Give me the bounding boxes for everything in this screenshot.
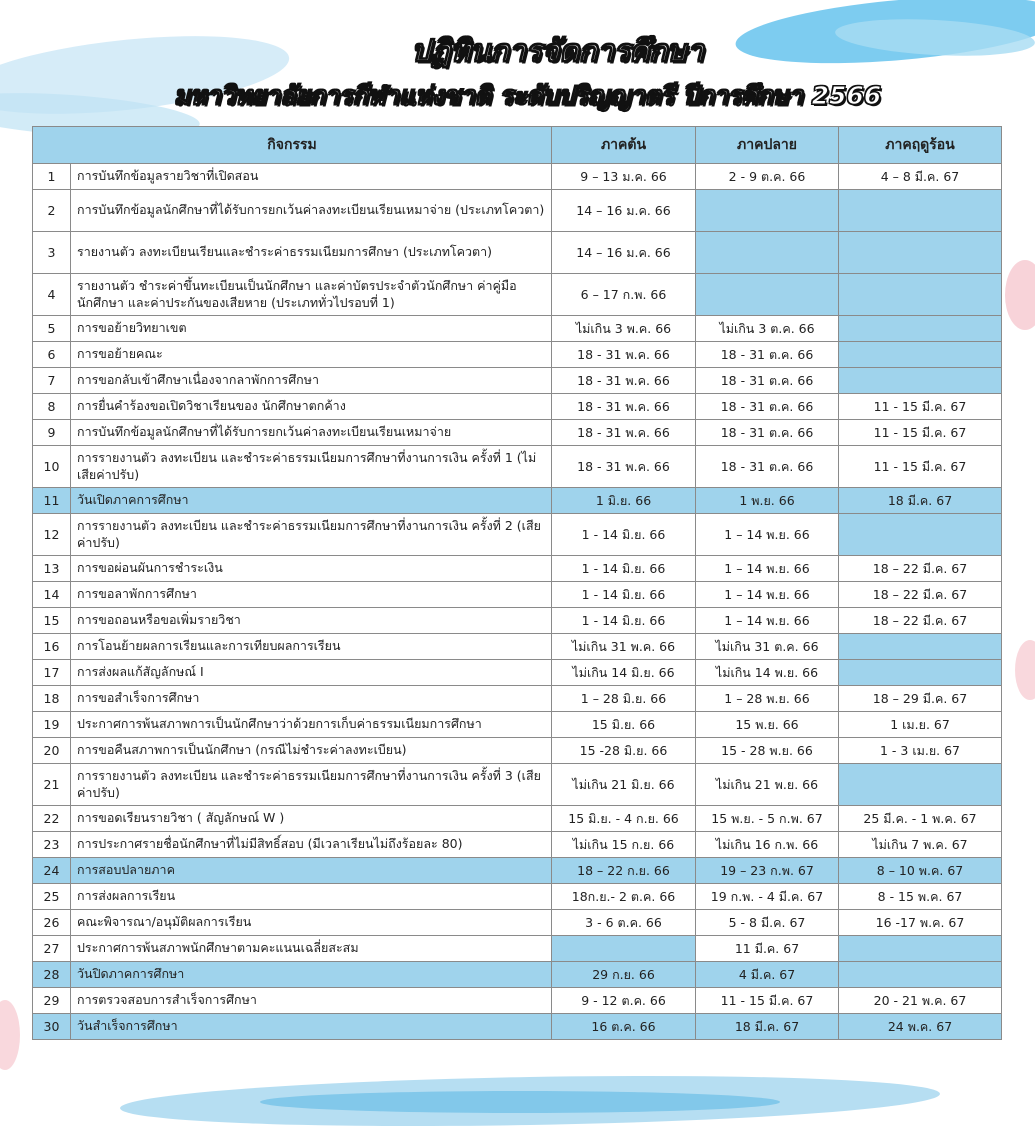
activity-cell: การสอบปลายภาค <box>71 858 552 884</box>
second-semester-date-cell <box>696 190 839 232</box>
table-row <box>33 608 1002 634</box>
table-row <box>33 910 1002 936</box>
table-row <box>33 832 1002 858</box>
table-row <box>33 164 1002 190</box>
row-number-cell: 14 <box>33 582 71 608</box>
table-row <box>33 764 1002 806</box>
row-number-cell: 24 <box>33 858 71 884</box>
table-row <box>33 342 1002 368</box>
first-semester-date-cell: 1 - 14 มิ.ย. 66 <box>552 556 696 582</box>
page-subtitle: มหาวิทยาลัยการกีฬาแห่งชาติ ระดับปริญญาตรี ปีการศึกษา 2566 <box>173 81 882 110</box>
column-header-second-semester: ภาคปลาย <box>696 127 839 164</box>
activity-cell: การขอผ่อนผันการชำระเงิน <box>71 556 552 582</box>
row-number-cell: 19 <box>33 712 71 738</box>
table-row <box>33 446 1002 488</box>
table-row <box>33 962 1002 988</box>
second-semester-date-cell: 2 - 9 ต.ค. 66 <box>696 164 839 190</box>
second-semester-date-cell: ไม่เกิน 31 ต.ค. 66 <box>696 634 839 660</box>
second-semester-date-cell: 1 – 14 พ.ย. 66 <box>696 556 839 582</box>
row-number-cell: 23 <box>33 832 71 858</box>
row-number-cell: 25 <box>33 884 71 910</box>
activity-cell: รายงานตัว ชำระค่าขึ้นทะเบียนเป็นนักศึกษา และค่าบัตรประจำตัวนักศึกษา ค่าคู่มือนักศึกษา และค่าประกันของเสียหาย (ประเภททั่วไปรอบที่ 1) <box>71 274 552 316</box>
activity-cell: การตรวจสอบการสำเร็จการศึกษา <box>71 988 552 1014</box>
first-semester-date-cell: 14 – 16 ม.ค. 66 <box>552 232 696 274</box>
activity-cell: การขอย้ายวิทยาเขต <box>71 316 552 342</box>
activity-cell: รายงานตัว ลงทะเบียนเรียนและชำระค่าธรรมเนียมการศึกษา (ประเภทโควตา) <box>71 232 552 274</box>
summer-semester-date-cell: 18 – 29 มี.ค. 67 <box>839 686 1002 712</box>
first-semester-date-cell: 15 มิ.ย. - 4 ก.ย. 66 <box>552 806 696 832</box>
summer-semester-date-cell <box>839 764 1002 806</box>
brush-stroke-decoration <box>1015 640 1035 700</box>
row-number-cell: 15 <box>33 608 71 634</box>
row-number-cell: 22 <box>33 806 71 832</box>
column-header-summer-semester: ภาคฤดูร้อน <box>839 127 1002 164</box>
first-semester-date-cell: 18 - 31 พ.ค. 66 <box>552 342 696 368</box>
row-number-cell: 9 <box>33 420 71 446</box>
second-semester-date-cell: 5 - 8 มี.ค. 67 <box>696 910 839 936</box>
second-semester-date-cell: 15 พ.ย. - 5 ก.พ. 67 <box>696 806 839 832</box>
first-semester-date-cell: 18 – 22 ก.ย. 66 <box>552 858 696 884</box>
summer-semester-date-cell <box>839 316 1002 342</box>
column-header-first-semester: ภาคต้น <box>552 127 696 164</box>
summer-semester-date-cell: 24 พ.ค. 67 <box>839 1014 1002 1040</box>
first-semester-date-cell <box>552 936 696 962</box>
row-number-cell: 7 <box>33 368 71 394</box>
column-header-activity: กิจกรรม <box>33 127 552 164</box>
row-number-cell: 30 <box>33 1014 71 1040</box>
second-semester-date-cell: 18 - 31 ต.ค. 66 <box>696 394 839 420</box>
first-semester-date-cell: 18 - 31 พ.ค. 66 <box>552 368 696 394</box>
row-number-cell: 13 <box>33 556 71 582</box>
table-row <box>33 582 1002 608</box>
first-semester-date-cell: 29 ก.ย. 66 <box>552 962 696 988</box>
activity-cell: การรายงานตัว ลงทะเบียน และชำระค่าธรรมเนียมการศึกษาที่งานการเงิน ครั้งที่ 3 (เสียค่าปรับ) <box>71 764 552 806</box>
activity-cell: การบันทึกข้อมูลนักศึกษาที่ได้รับการยกเว้นค่าลงทะเบียนเรียนเหมาจ่าย (ประเภทโควตา) <box>71 190 552 232</box>
row-number-cell: 29 <box>33 988 71 1014</box>
row-number-cell: 17 <box>33 660 71 686</box>
summer-semester-date-cell <box>839 232 1002 274</box>
row-number-cell: 1 <box>33 164 71 190</box>
table-row <box>33 488 1002 514</box>
table-header-row <box>33 127 1002 164</box>
summer-semester-date-cell <box>839 936 1002 962</box>
table-row <box>33 316 1002 342</box>
first-semester-date-cell: 18 - 31 พ.ค. 66 <box>552 394 696 420</box>
table-row <box>33 988 1002 1014</box>
activity-cell: วันปิดภาคการศึกษา <box>71 962 552 988</box>
page-title: ปฏิทินการจัดการศึกษา <box>411 34 704 69</box>
summer-semester-date-cell: 18 – 22 มี.ค. 67 <box>839 582 1002 608</box>
activity-cell: การบันทึกข้อมูลนักศึกษาที่ได้รับการยกเว้นค่าลงทะเบียนเรียนเหมาจ่าย <box>71 420 552 446</box>
summer-semester-date-cell: 18 – 22 มี.ค. 67 <box>839 556 1002 582</box>
first-semester-date-cell: 1 – 28 มิ.ย. 66 <box>552 686 696 712</box>
brush-stroke-decoration <box>0 1000 20 1070</box>
table-row <box>33 232 1002 274</box>
brush-stroke-decoration <box>260 1091 780 1113</box>
first-semester-date-cell: 1 - 14 มิ.ย. 66 <box>552 582 696 608</box>
first-semester-date-cell: 15 มิ.ย. 66 <box>552 712 696 738</box>
activity-cell: การส่งผลแก้สัญลักษณ์ I <box>71 660 552 686</box>
first-semester-date-cell: 1 - 14 มิ.ย. 66 <box>552 514 696 556</box>
summer-semester-date-cell <box>839 514 1002 556</box>
table-row <box>33 514 1002 556</box>
table-row <box>33 806 1002 832</box>
first-semester-date-cell: ไม่เกิน 3 พ.ค. 66 <box>552 316 696 342</box>
row-number-cell: 10 <box>33 446 71 488</box>
summer-semester-date-cell <box>839 274 1002 316</box>
table-row <box>33 1014 1002 1040</box>
row-number-cell: 16 <box>33 634 71 660</box>
activity-cell: การขอกลับเข้าศึกษาเนื่องจากลาพักการศึกษา <box>71 368 552 394</box>
first-semester-date-cell: 6 – 17 ก.พ. 66 <box>552 274 696 316</box>
second-semester-date-cell: 1 – 14 พ.ย. 66 <box>696 608 839 634</box>
row-number-cell: 27 <box>33 936 71 962</box>
table-row <box>33 420 1002 446</box>
second-semester-date-cell: 1 พ.ย. 66 <box>696 488 839 514</box>
summer-semester-date-cell: 8 - 15 พ.ค. 67 <box>839 884 1002 910</box>
activity-cell: การขอสำเร็จการศึกษา <box>71 686 552 712</box>
summer-semester-date-cell: 25 มี.ค. - 1 พ.ค. 67 <box>839 806 1002 832</box>
table-row <box>33 190 1002 232</box>
row-number-cell: 28 <box>33 962 71 988</box>
second-semester-date-cell: 18 - 31 ต.ค. 66 <box>696 420 839 446</box>
second-semester-date-cell: 18 - 31 ต.ค. 66 <box>696 342 839 368</box>
summer-semester-date-cell: 4 – 8 มี.ค. 67 <box>839 164 1002 190</box>
second-semester-date-cell <box>696 232 839 274</box>
activity-cell: คณะพิจารณา/อนุมัติผลการเรียน <box>71 910 552 936</box>
second-semester-date-cell: ไม่เกิน 14 พ.ย. 66 <box>696 660 839 686</box>
activity-cell: การบันทึกข้อมูลรายวิชาที่เปิดสอน <box>71 164 552 190</box>
activity-cell: การขอย้ายคณะ <box>71 342 552 368</box>
academic-calendar-table <box>32 126 1002 1040</box>
table-row <box>33 394 1002 420</box>
first-semester-date-cell: 18ก.ย.- 2 ต.ค. 66 <box>552 884 696 910</box>
calendar-rows <box>33 164 1002 1040</box>
brush-stroke-decoration <box>1005 260 1035 330</box>
second-semester-date-cell: 18 - 31 ต.ค. 66 <box>696 368 839 394</box>
second-semester-date-cell: ไม่เกิน 16 ก.พ. 66 <box>696 832 839 858</box>
row-number-cell: 3 <box>33 232 71 274</box>
first-semester-date-cell: 1 - 14 มิ.ย. 66 <box>552 608 696 634</box>
table-row <box>33 858 1002 884</box>
first-semester-date-cell: ไม่เกิน 21 มิ.ย. 66 <box>552 764 696 806</box>
first-semester-date-cell: ไม่เกิน 15 ก.ย. 66 <box>552 832 696 858</box>
summer-semester-date-cell: 8 – 10 พ.ค. 67 <box>839 858 1002 884</box>
row-number-cell: 2 <box>33 190 71 232</box>
first-semester-date-cell: 3 - 6 ต.ค. 66 <box>552 910 696 936</box>
activity-cell: การส่งผลการเรียน <box>71 884 552 910</box>
table-row <box>33 936 1002 962</box>
second-semester-date-cell: ไม่เกิน 3 ต.ค. 66 <box>696 316 839 342</box>
row-number-cell: 11 <box>33 488 71 514</box>
second-semester-date-cell: 1 – 14 พ.ย. 66 <box>696 514 839 556</box>
second-semester-date-cell <box>696 274 839 316</box>
second-semester-date-cell: 18 - 31 ต.ค. 66 <box>696 446 839 488</box>
row-number-cell: 4 <box>33 274 71 316</box>
activity-cell: การประกาศรายชื่อนักศึกษาที่ไม่มีสิทธิ์สอบ (มีเวลาเรียนไม่ถึงร้อยละ 80) <box>71 832 552 858</box>
table-row <box>33 738 1002 764</box>
row-number-cell: 20 <box>33 738 71 764</box>
activity-cell: ประกาศการพ้นสภาพนักศึกษาตามคะแนนเฉลี่ยสะสม <box>71 936 552 962</box>
activity-cell: การขอคืนสภาพการเป็นนักศึกษา (กรณีไม่ชำระค่าลงทะเบียน) <box>71 738 552 764</box>
second-semester-date-cell: 15 พ.ย. 66 <box>696 712 839 738</box>
activity-cell: การรายงานตัว ลงทะเบียน และชำระค่าธรรมเนียมการศึกษาที่งานการเงิน ครั้งที่ 2 (เสียค่าปรับ) <box>71 514 552 556</box>
summer-semester-date-cell <box>839 634 1002 660</box>
summer-semester-date-cell <box>839 190 1002 232</box>
second-semester-date-cell: 11 - 15 มี.ค. 67 <box>696 988 839 1014</box>
second-semester-date-cell: ไม่เกิน 21 พ.ย. 66 <box>696 764 839 806</box>
table-row <box>33 884 1002 910</box>
activity-cell: การขอดเรียนรายวิชา ( สัญลักษณ์ W ) <box>71 806 552 832</box>
summer-semester-date-cell: 20 - 21 พ.ค. 67 <box>839 988 1002 1014</box>
second-semester-date-cell: 19 – 23 ก.พ. 67 <box>696 858 839 884</box>
activity-cell: การรายงานตัว ลงทะเบียน และชำระค่าธรรมเนียมการศึกษาที่งานการเงิน ครั้งที่ 1 (ไม่เสียค่าปรับ) <box>71 446 552 488</box>
summer-semester-date-cell: 11 - 15 มี.ค. 67 <box>839 394 1002 420</box>
row-number-cell: 26 <box>33 910 71 936</box>
first-semester-date-cell: 1 มิ.ย. 66 <box>552 488 696 514</box>
row-number-cell: 18 <box>33 686 71 712</box>
activity-cell: การยื่นคำร้องขอเปิดวิชาเรียนของ นักศึกษาตกค้าง <box>71 394 552 420</box>
row-number-cell: 12 <box>33 514 71 556</box>
first-semester-date-cell: ไม่เกิน 31 พ.ค. 66 <box>552 634 696 660</box>
summer-semester-date-cell: 11 - 15 มี.ค. 67 <box>839 420 1002 446</box>
summer-semester-date-cell: 18 มี.ค. 67 <box>839 488 1002 514</box>
second-semester-date-cell: 11 มี.ค. 67 <box>696 936 839 962</box>
second-semester-date-cell: 4 มี.ค. 67 <box>696 962 839 988</box>
table-row <box>33 634 1002 660</box>
table-row <box>33 274 1002 316</box>
activity-cell: การโอนย้ายผลการเรียนและการเทียบผลการเรียน <box>71 634 552 660</box>
summer-semester-date-cell: 16 -17 พ.ค. 67 <box>839 910 1002 936</box>
second-semester-date-cell: 19 ก.พ. - 4 มี.ค. 67 <box>696 884 839 910</box>
row-number-cell: 8 <box>33 394 71 420</box>
first-semester-date-cell: 18 - 31 พ.ค. 66 <box>552 420 696 446</box>
first-semester-date-cell: 18 - 31 พ.ค. 66 <box>552 446 696 488</box>
table-row <box>33 712 1002 738</box>
row-number-cell: 5 <box>33 316 71 342</box>
second-semester-date-cell: 18 มี.ค. 67 <box>696 1014 839 1040</box>
summer-semester-date-cell: ไม่เกิน 7 พ.ค. 67 <box>839 832 1002 858</box>
second-semester-date-cell: 15 - 28 พ.ย. 66 <box>696 738 839 764</box>
first-semester-date-cell: 15 -28 มิ.ย. 66 <box>552 738 696 764</box>
summer-semester-date-cell: 11 - 15 มี.ค. 67 <box>839 446 1002 488</box>
summer-semester-date-cell <box>839 962 1002 988</box>
second-semester-date-cell: 1 – 14 พ.ย. 66 <box>696 582 839 608</box>
row-number-cell: 21 <box>33 764 71 806</box>
summer-semester-date-cell: 18 – 22 มี.ค. 67 <box>839 608 1002 634</box>
table-row <box>33 556 1002 582</box>
second-semester-date-cell: 1 – 28 พ.ย. 66 <box>696 686 839 712</box>
summer-semester-date-cell <box>839 342 1002 368</box>
first-semester-date-cell: 9 - 12 ต.ค. 66 <box>552 988 696 1014</box>
first-semester-date-cell: 16 ต.ค. 66 <box>552 1014 696 1040</box>
summer-semester-date-cell <box>839 368 1002 394</box>
table-row <box>33 368 1002 394</box>
activity-cell: วันสำเร็จการศึกษา <box>71 1014 552 1040</box>
first-semester-date-cell: ไม่เกิน 14 มิ.ย. 66 <box>552 660 696 686</box>
first-semester-date-cell: 14 – 16 ม.ค. 66 <box>552 190 696 232</box>
summer-semester-date-cell <box>839 660 1002 686</box>
table-row <box>33 660 1002 686</box>
activity-cell: ประกาศการพ้นสภาพการเป็นนักศึกษาว่าด้วยการเก็บค่าธรรมเนียมการศึกษา <box>71 712 552 738</box>
table-row <box>33 686 1002 712</box>
activity-cell: การขอถอนหรือขอเพิ่มรายวิชา <box>71 608 552 634</box>
row-number-cell: 6 <box>33 342 71 368</box>
summer-semester-date-cell: 1 เม.ย. 67 <box>839 712 1002 738</box>
activity-cell: การขอลาพักการศึกษา <box>71 582 552 608</box>
summer-semester-date-cell: 1 - 3 เม.ย. 67 <box>839 738 1002 764</box>
activity-cell: วันเปิดภาคการศึกษา <box>71 488 552 514</box>
first-semester-date-cell: 9 – 13 ม.ค. 66 <box>552 164 696 190</box>
